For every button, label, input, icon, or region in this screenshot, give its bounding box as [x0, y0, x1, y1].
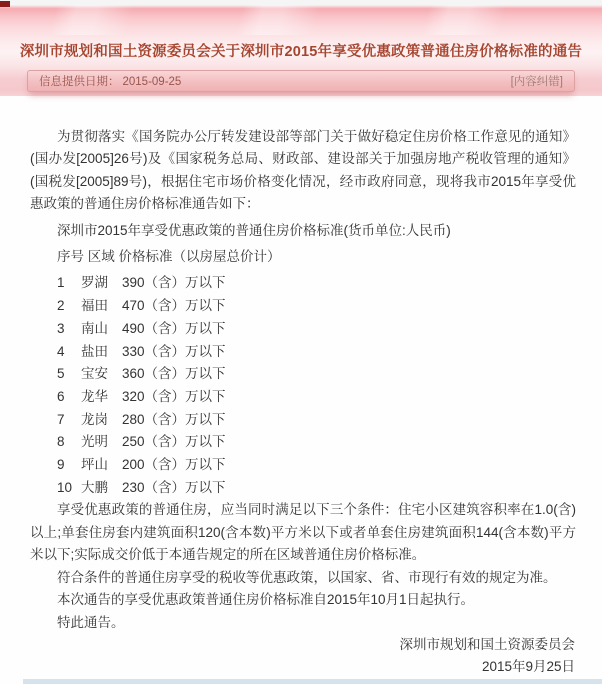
effective-date-paragraph: 本次通告的享受优惠政策普通住房价格标准自2015年10月1日起执行。 — [57, 592, 475, 608]
closing-line: 特此通告。 — [57, 614, 125, 630]
content-correction-link[interactable]: [内容纠错] — [510, 76, 563, 88]
row-district: 大鹏 — [81, 479, 108, 495]
price-table-header: 序号 区域 价格标准（以房屋总价计） — [57, 249, 281, 265]
table-row — [57, 295, 576, 318]
intro-paragraph: 为贯彻落实《国务院办公厅转发建设部等部门关于做好稳定住房价格工作意见的通知》(国办发[2005]26号)及《国家税务总局、财政部、建设部关于加强房地产税收管理的通知》(国税发[2005]89号)，根据住宅市场价格变化情况，经市政府同意，现将我市2015年享受优惠政策的普通住房价格标准通告如下： — [30, 129, 576, 212]
table-row — [57, 318, 576, 341]
row-price: 320（含）万以下 — [122, 388, 226, 404]
standard-title-line: 深圳市2015年享受优惠政策的普通住房价格标准(货币单位:人民币) — [57, 222, 451, 238]
row-no: 2 — [57, 298, 65, 314]
row-price: 250（含）万以下 — [122, 434, 226, 450]
row-no: 6 — [57, 388, 65, 404]
row-price: 280（含）万以下 — [122, 411, 226, 427]
page-title: 深圳市规划和国土资源委员会关于深圳市2015年享受优惠政策普通住房价格标准的通告 — [19, 44, 583, 60]
info-date — [39, 73, 181, 89]
row-district: 龙岗 — [81, 411, 108, 427]
table-row — [57, 409, 576, 432]
bottom-divider — [23, 679, 602, 684]
row-price: 200（含）万以下 — [122, 457, 226, 473]
row-price: 360（含）万以下 — [122, 366, 226, 382]
row-district: 宝安 — [81, 366, 108, 382]
info-date-label: 信息提供日期： — [39, 76, 120, 88]
row-district: 福田 — [81, 298, 108, 314]
row-district: 光明 — [81, 434, 108, 450]
row-price: 390（含）万以下 — [122, 275, 226, 291]
row-district: 罗湖 — [81, 275, 108, 291]
row-no: 5 — [57, 366, 65, 382]
table-row — [57, 363, 576, 386]
table-row — [57, 431, 576, 454]
info-bar — [27, 70, 575, 92]
row-no: 8 — [57, 434, 65, 450]
table-row — [57, 272, 576, 295]
signature-block — [30, 634, 576, 679]
row-no: 10 — [57, 479, 73, 495]
row-no: 9 — [57, 457, 65, 473]
row-no: 3 — [57, 320, 65, 336]
table-row — [57, 341, 576, 364]
row-no: 4 — [57, 343, 65, 359]
row-price: 490（含）万以下 — [122, 320, 226, 336]
notice-body — [0, 96, 602, 679]
row-no: 7 — [57, 411, 65, 427]
row-no: 1 — [57, 275, 65, 291]
page-header — [0, 0, 602, 96]
row-district: 盐田 — [81, 343, 108, 359]
conditions-paragraph: 享受优惠政策的普通住房，应当同时满足以下三个条件：住宅小区建筑容积率在1.0(含)以上;单套住房套内建筑面积120(含本数)平方米以下或者单套住房建筑面积144(含本数)平方米以下;实际成交价低于本通告规定的所在区域普通住房价格标准。 — [30, 502, 576, 563]
table-row — [57, 386, 576, 409]
signature-date: 2015年9月25日 — [481, 659, 575, 675]
info-date-value: 2015-09-25 — [122, 76, 182, 88]
row-price: 470（含）万以下 — [122, 298, 226, 314]
price-table — [57, 272, 576, 499]
row-district: 南山 — [81, 320, 108, 336]
tax-note-paragraph: 符合条件的普通住房享受的税收等优惠政策，以国家、省、市现行有效的规定为准。 — [57, 569, 557, 585]
signature-organization: 深圳市规划和国土资源委员会 — [399, 636, 575, 652]
row-price: 230（含）万以下 — [122, 479, 226, 495]
table-row — [57, 454, 576, 477]
row-price: 330（含）万以下 — [122, 343, 226, 359]
row-district: 龙华 — [81, 388, 108, 404]
table-row — [57, 477, 576, 500]
row-district: 坪山 — [81, 457, 108, 473]
